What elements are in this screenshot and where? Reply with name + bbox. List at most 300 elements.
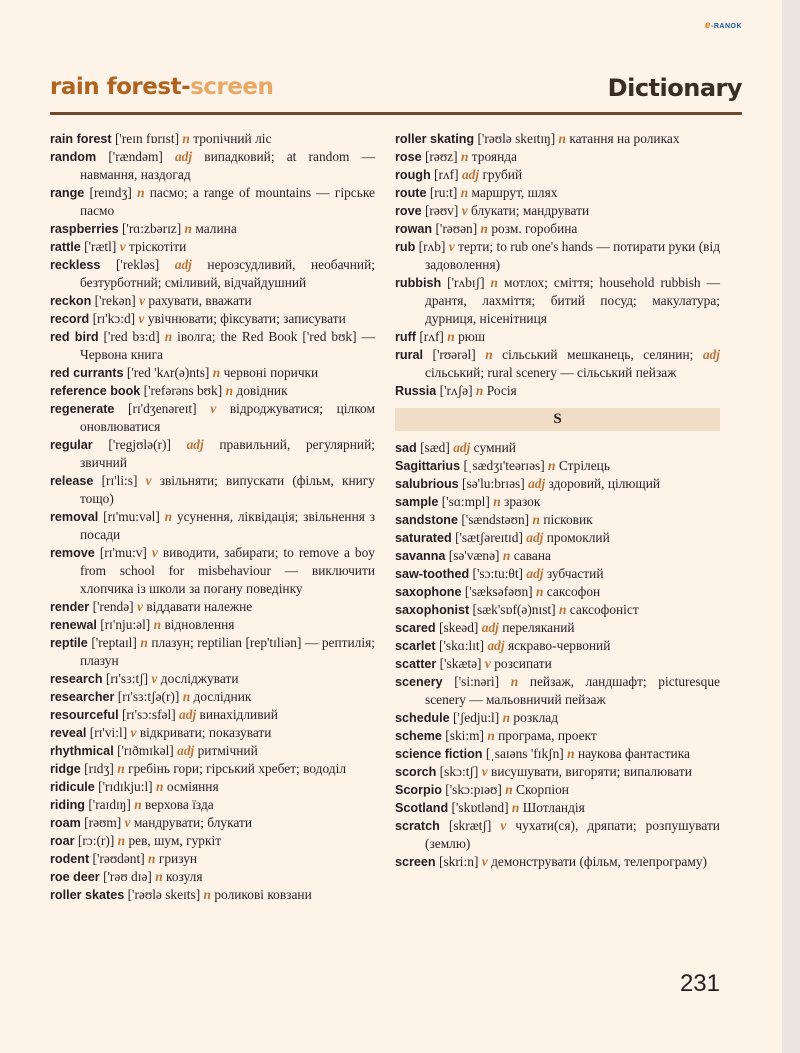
transcription: [rəʊz] bbox=[424, 149, 458, 164]
part-of-speech: n bbox=[137, 185, 145, 200]
headword: roller skating bbox=[395, 132, 475, 146]
dictionary-entry bbox=[50, 724, 375, 742]
part-of-speech: n bbox=[134, 797, 142, 812]
headword: rhythmical bbox=[50, 744, 114, 758]
part-of-speech: n bbox=[480, 221, 488, 236]
headword: Russia bbox=[395, 384, 437, 398]
headword: sad bbox=[395, 441, 417, 455]
part-of-speech: adj bbox=[702, 347, 720, 362]
part-of-speech: v bbox=[484, 656, 491, 671]
page-number: 231 bbox=[679, 970, 720, 997]
dictionary-entry bbox=[50, 850, 375, 868]
page-edge bbox=[782, 0, 800, 1053]
headword: saturated bbox=[395, 531, 452, 545]
headword: sample bbox=[395, 495, 439, 509]
dictionary-entry bbox=[50, 436, 375, 472]
dictionary-entry bbox=[50, 472, 375, 508]
dictionary-entry bbox=[395, 781, 720, 799]
transcription: ['reptaɪl] bbox=[91, 635, 137, 650]
dictionary-entry bbox=[395, 565, 720, 583]
dictionary-entry bbox=[395, 202, 720, 220]
r-entries bbox=[395, 130, 720, 400]
definition: нерозсудливий, необачний; безтурботний; сміливий, відчайдушний bbox=[80, 257, 375, 290]
transcription: [sæd] bbox=[420, 440, 450, 455]
headword: research bbox=[50, 672, 103, 686]
headword: route bbox=[395, 186, 427, 200]
headword: rose bbox=[395, 150, 422, 164]
headword: roar bbox=[50, 834, 75, 848]
transcription: [rʌb] bbox=[418, 239, 446, 254]
part-of-speech: n bbox=[164, 329, 173, 344]
dictionary-entry bbox=[395, 799, 720, 817]
headword: scheme bbox=[395, 729, 442, 743]
transcription: [rəʊm] bbox=[84, 815, 122, 830]
page-header bbox=[50, 68, 742, 112]
dictionary-entry bbox=[50, 706, 375, 724]
definition: саксофон bbox=[546, 584, 601, 599]
transcription: [sə'vænə] bbox=[448, 548, 500, 563]
dictionary-entry bbox=[50, 742, 375, 760]
transcription: [rɪ'sɜ:tʃ] bbox=[105, 671, 149, 686]
headword: rodent bbox=[50, 852, 90, 866]
headword: red bird bbox=[50, 330, 99, 344]
section-title: Dictionary bbox=[607, 74, 742, 102]
definition: висушувати, вигоряти; випалювати bbox=[491, 764, 692, 779]
part-of-speech: n bbox=[535, 584, 544, 599]
part-of-speech: adj bbox=[186, 437, 204, 452]
dictionary-entry bbox=[395, 601, 720, 619]
headword: rough bbox=[395, 168, 431, 182]
transcription: ['rɑ:zbərɪz] bbox=[121, 221, 182, 236]
part-of-speech: n bbox=[153, 617, 162, 632]
part-of-speech: v bbox=[151, 671, 158, 686]
definition: наукова фантастика bbox=[577, 746, 690, 761]
headword: scenery bbox=[395, 675, 443, 689]
part-of-speech: n bbox=[460, 149, 469, 164]
part-of-speech: n bbox=[558, 131, 566, 146]
definition: відновлення bbox=[164, 617, 235, 632]
definition: мандрувати; блукати bbox=[133, 815, 253, 830]
dictionary-entry bbox=[50, 544, 375, 598]
transcription: ['rəʊlə skeɪts] bbox=[127, 887, 201, 902]
headword: scared bbox=[395, 621, 436, 635]
part-of-speech: v bbox=[210, 401, 217, 416]
transcription: ['rəʊdənt] bbox=[92, 851, 145, 866]
headword: regular bbox=[50, 438, 93, 452]
part-of-speech: v bbox=[448, 239, 455, 254]
part-of-speech: n bbox=[490, 275, 498, 290]
part-of-speech: n bbox=[502, 548, 511, 563]
dictionary-entry bbox=[50, 148, 375, 184]
headword: ridge bbox=[50, 762, 81, 776]
part-of-speech: v bbox=[500, 818, 507, 833]
dictionary-entry bbox=[395, 673, 720, 709]
definition: сільський мешканець, селянин; bbox=[502, 347, 694, 362]
transcription: [ski:m] bbox=[445, 728, 484, 743]
definition: пейзаж, ландшафт; picturesque scenery — мальовничий пейзаж bbox=[425, 674, 721, 707]
entry-range-title bbox=[50, 74, 273, 100]
transcription: ['skætə] bbox=[439, 656, 482, 671]
part-of-speech: v bbox=[145, 473, 152, 488]
definition: тріскотіти bbox=[129, 239, 187, 254]
dictionary-entry bbox=[395, 853, 720, 871]
part-of-speech: n bbox=[182, 131, 190, 146]
transcription: [skri:n] bbox=[438, 854, 479, 869]
transcription: [rɪ'mu:vəl] bbox=[103, 509, 160, 524]
transcription: ['skɑ:lɪt] bbox=[438, 638, 485, 653]
transcription: ['red 'kʌr(ə)nts] bbox=[126, 365, 210, 380]
definition: гребінь гори; гірський хребет; вододіл bbox=[128, 761, 347, 776]
dictionary-entry bbox=[50, 508, 375, 544]
definition: відроджуватися; цілком оновлюватися bbox=[80, 401, 375, 434]
dictionary-entry bbox=[50, 400, 375, 436]
transcription: ['rɪdɪkju:l] bbox=[98, 779, 153, 794]
dictionary-entry bbox=[50, 598, 375, 616]
dictionary-entry bbox=[50, 220, 375, 238]
headword: ridicule bbox=[50, 780, 95, 794]
transcription: [ru:t] bbox=[429, 185, 458, 200]
part-of-speech: n bbox=[212, 365, 221, 380]
headword: ruff bbox=[395, 330, 416, 344]
dictionary-entry bbox=[50, 130, 375, 148]
headword: science fiction bbox=[395, 747, 483, 761]
transcription: [ˌsaɪəns 'fɪkʃn] bbox=[485, 746, 564, 761]
transcription: ['rekən] bbox=[94, 293, 136, 308]
dictionary-entry bbox=[50, 796, 375, 814]
dictionary-entry bbox=[395, 439, 720, 457]
headword: rowan bbox=[395, 222, 433, 236]
part-of-speech: adj bbox=[174, 257, 192, 272]
transcription: ['si:nəri] bbox=[454, 674, 500, 689]
headword: rain forest bbox=[50, 132, 112, 146]
transcription: [rʌf] bbox=[434, 167, 459, 182]
headword: rove bbox=[395, 204, 422, 218]
headword: rubbish bbox=[395, 276, 442, 290]
dictionary-entry bbox=[395, 184, 720, 202]
dictionary-entry bbox=[50, 688, 375, 706]
definition: усунення, ліквідація; звільнення з посади bbox=[80, 509, 375, 542]
dictionary-entry bbox=[395, 382, 720, 400]
dictionary-entry bbox=[50, 382, 375, 400]
dictionary-entry bbox=[395, 220, 720, 238]
part-of-speech: n bbox=[558, 602, 567, 617]
transcription: [rɪ'vi:l] bbox=[89, 725, 128, 740]
transcription: [skrætʃ] bbox=[448, 818, 492, 833]
part-of-speech: adj bbox=[179, 707, 197, 722]
headword: red currants bbox=[50, 366, 124, 380]
dictionary-entry bbox=[395, 547, 720, 565]
headword: regenerate bbox=[50, 402, 115, 416]
definition: розклад bbox=[513, 710, 559, 725]
definition: саксофоніст bbox=[569, 602, 639, 617]
transcription: ['rɪðmɪkəl] bbox=[117, 743, 174, 758]
definition: Шотландія bbox=[522, 800, 585, 815]
definition: дослідник bbox=[193, 689, 252, 704]
transcription: [reɪndʒ] bbox=[89, 185, 132, 200]
headword: scarlet bbox=[395, 639, 436, 653]
part-of-speech: n bbox=[203, 887, 211, 902]
definition: розм. горобина bbox=[491, 221, 578, 236]
definition: зубчастий bbox=[546, 566, 604, 581]
headword: rub bbox=[395, 240, 416, 254]
definition: терти; to rub one's hands — потирати руки (від задоволення) bbox=[425, 239, 721, 272]
transcription: ['rʊərəl] bbox=[432, 347, 476, 362]
definition: верхова їзда bbox=[145, 797, 214, 812]
definition: винахідливий bbox=[199, 707, 278, 722]
definition: ритмічний bbox=[197, 743, 258, 758]
definition: чухати(ся), дряпати; розпушувати (землю) bbox=[425, 818, 720, 851]
part-of-speech: v bbox=[481, 854, 488, 869]
headword: roam bbox=[50, 816, 81, 830]
definition: тропічний ліс bbox=[193, 131, 272, 146]
transcription: [rɪdʒ] bbox=[84, 761, 114, 776]
dictionary-entry bbox=[395, 328, 720, 346]
headword: scratch bbox=[395, 819, 440, 833]
part-of-speech: n bbox=[225, 383, 234, 398]
dictionary-entry bbox=[395, 346, 720, 382]
dictionary-entry bbox=[395, 763, 720, 781]
definition: сільський; rural scenery — сільський пейзаж bbox=[425, 365, 677, 380]
headword: riding bbox=[50, 798, 85, 812]
dictionary-entry bbox=[395, 493, 720, 511]
dictionary-entry bbox=[395, 457, 720, 475]
part-of-speech: v bbox=[481, 764, 488, 779]
header-rule bbox=[50, 112, 742, 115]
transcription: [ˌsædʒɪ'teərɪəs] bbox=[463, 458, 545, 473]
headword: reckon bbox=[50, 294, 92, 308]
definition: Росія bbox=[486, 383, 517, 398]
dictionary-entry bbox=[395, 727, 720, 745]
definition: звільняти; випускати (фільм, книгу тощо) bbox=[80, 473, 375, 506]
part-of-speech: n bbox=[485, 347, 493, 362]
part-of-speech: n bbox=[487, 728, 495, 743]
dictionary-entry bbox=[50, 310, 375, 328]
headword: removal bbox=[50, 510, 99, 524]
definition: переляканий bbox=[502, 620, 575, 635]
transcription: [sə'lu:brɪəs] bbox=[462, 476, 525, 491]
part-of-speech: n bbox=[460, 185, 469, 200]
part-of-speech: v bbox=[138, 311, 145, 326]
part-of-speech: n bbox=[140, 635, 148, 650]
headword: release bbox=[50, 474, 94, 488]
headword: screen bbox=[395, 855, 436, 869]
definition: червоні порички bbox=[223, 365, 319, 380]
part-of-speech: n bbox=[532, 512, 540, 527]
definition: пісковик bbox=[543, 512, 593, 527]
part-of-speech: adj bbox=[453, 440, 471, 455]
definition: яскраво-червоний bbox=[507, 638, 611, 653]
part-of-speech: adj bbox=[174, 149, 193, 164]
dictionary-entry bbox=[50, 670, 375, 688]
transcription: ['skɔ:pɪəʊ] bbox=[445, 782, 502, 797]
s-entries bbox=[395, 439, 720, 871]
headword: rural bbox=[395, 348, 423, 362]
definition: рев, шум, гуркіт bbox=[128, 833, 222, 848]
definition: малина bbox=[195, 221, 237, 236]
part-of-speech: adj bbox=[526, 530, 544, 545]
dictionary-entry bbox=[395, 583, 720, 601]
headword: Scotland bbox=[395, 801, 449, 815]
part-of-speech: v bbox=[139, 293, 146, 308]
transcription: [rɪ'mu:v] bbox=[99, 545, 147, 560]
headword: saxophone bbox=[395, 585, 462, 599]
transcription: ['skɒtlənd] bbox=[451, 800, 509, 815]
dictionary-entry bbox=[50, 364, 375, 382]
dictionary-entry bbox=[50, 778, 375, 796]
range-end: screen bbox=[190, 74, 274, 100]
definition: промоклий bbox=[546, 530, 610, 545]
transcription: [rɪ'sɜ:tʃə(r)] bbox=[117, 689, 180, 704]
part-of-speech: n bbox=[567, 746, 575, 761]
headword: resourceful bbox=[50, 708, 119, 722]
definition: демонструвати (фільм, телепрограму) bbox=[491, 854, 708, 869]
dictionary-entry bbox=[50, 634, 375, 670]
transcription: ['rəʊən] bbox=[435, 221, 478, 236]
part-of-speech: v bbox=[119, 239, 126, 254]
definition: виводити, забирати; to remove a boy from school for misbehaviour — виключити хлопчика із школи за погану поведінку bbox=[80, 545, 375, 596]
definition: мотлох; сміття; household rubbish — дрантя, лахміття; битий посуд; макулатура; дурниця, нісенітниця bbox=[425, 275, 720, 326]
transcription: [rɔ:(r)] bbox=[77, 833, 115, 848]
transcription: [rɪ'sɔ:sfəl] bbox=[121, 707, 176, 722]
part-of-speech: n bbox=[182, 689, 191, 704]
headword: reckless bbox=[50, 258, 101, 272]
transcription: ['rendə] bbox=[92, 599, 134, 614]
headword: scorch bbox=[395, 765, 437, 779]
headword: salubrious bbox=[395, 477, 459, 491]
headword: sandstone bbox=[395, 513, 458, 527]
transcription: ['rʌʃə] bbox=[439, 383, 473, 398]
definition: програма, проект bbox=[498, 728, 597, 743]
dictionary-entry bbox=[395, 166, 720, 184]
part-of-speech: n bbox=[475, 383, 484, 398]
definition: рюш bbox=[458, 329, 486, 344]
transcription: ['rəʊ dɪə] bbox=[103, 869, 152, 884]
part-of-speech: adj bbox=[461, 167, 480, 182]
headword: roller skates bbox=[50, 888, 125, 902]
publisher-logo: e-RANOK bbox=[704, 20, 742, 31]
dictionary-entry bbox=[395, 148, 720, 166]
dictionary-entry bbox=[50, 328, 375, 364]
transcription: ['sæksəfəʊn] bbox=[464, 584, 533, 599]
definition: Скорпіон bbox=[516, 782, 569, 797]
transcription: ['red bɜ:d] bbox=[103, 329, 160, 344]
dictionary-entry bbox=[50, 832, 375, 850]
headword: renewal bbox=[50, 618, 97, 632]
transcription: [rɪ'nju:əl] bbox=[100, 617, 151, 632]
part-of-speech: n bbox=[117, 833, 126, 848]
part-of-speech: n bbox=[505, 782, 513, 797]
part-of-speech: n bbox=[511, 800, 520, 815]
dictionary-entry bbox=[50, 760, 375, 778]
definition: розсипати bbox=[494, 656, 552, 671]
part-of-speech: v bbox=[137, 599, 143, 614]
transcription: ['sætʃəreɪtɪd] bbox=[455, 530, 523, 545]
definition: увічнювати; фіксувати; записувати bbox=[147, 311, 346, 326]
definition: осміяння bbox=[166, 779, 219, 794]
definition: троянда bbox=[471, 149, 517, 164]
transcription: ['sɑ:mpl] bbox=[441, 494, 490, 509]
part-of-speech: n bbox=[548, 458, 556, 473]
headword: schedule bbox=[395, 711, 450, 725]
part-of-speech: v bbox=[151, 545, 158, 560]
transcription: ['rʌbɪʃ] bbox=[447, 275, 485, 290]
headword: saxophonist bbox=[395, 603, 470, 617]
transcription: ['rəʊlə skeɪtɪŋ] bbox=[477, 131, 556, 146]
part-of-speech: v bbox=[124, 815, 131, 830]
part-of-speech: adj bbox=[526, 566, 544, 581]
definition: плазун; reptilian [rep'tɪliən] — рептилія; плазун bbox=[80, 635, 375, 668]
definition: гризун bbox=[158, 851, 198, 866]
dictionary-entry bbox=[50, 868, 375, 886]
headword: remove bbox=[50, 546, 95, 560]
dictionary-entry bbox=[395, 475, 720, 493]
dictionary-entry bbox=[395, 130, 720, 148]
transcription: ['rekləs] bbox=[115, 257, 160, 272]
range-start: rain forest- bbox=[50, 74, 191, 100]
transcription: ['refərəns bʊk] bbox=[143, 383, 223, 398]
definition: рахувати, вважати bbox=[148, 293, 252, 308]
definition: маршрут, шлях bbox=[471, 185, 558, 200]
definition: досліджувати bbox=[160, 671, 239, 686]
part-of-speech: n bbox=[156, 779, 164, 794]
dictionary-entry bbox=[395, 709, 720, 727]
transcription: [rəʊv] bbox=[424, 203, 459, 218]
definition: пасмо; a range of mountains — гірське пасмо bbox=[80, 185, 375, 218]
transcription: ['raɪdɪŋ] bbox=[88, 797, 131, 812]
dictionary-entry bbox=[50, 616, 375, 634]
part-of-speech: n bbox=[510, 674, 519, 689]
part-of-speech: v bbox=[130, 725, 137, 740]
transcription: ['regjʊlə(r)] bbox=[108, 437, 171, 452]
headword: reveal bbox=[50, 726, 87, 740]
part-of-speech: n bbox=[184, 221, 192, 236]
transcription: [skɔ:tʃ] bbox=[439, 764, 479, 779]
headword: reference book bbox=[50, 384, 141, 398]
headword: raspberries bbox=[50, 222, 119, 236]
left-column bbox=[50, 130, 375, 904]
transcription: ['sændstəʊn] bbox=[461, 512, 530, 527]
part-of-speech: adj bbox=[177, 743, 195, 758]
headword: rattle bbox=[50, 240, 81, 254]
dictionary-entry bbox=[395, 274, 720, 328]
transcription: [rɪ'dʒenəreɪt] bbox=[128, 401, 197, 416]
definition: випадковий; at random — навмання, наздогад bbox=[80, 149, 375, 182]
transcription: [rɪ'li:s] bbox=[101, 473, 138, 488]
definition: сумний bbox=[473, 440, 516, 455]
headword: roe deer bbox=[50, 870, 100, 884]
transcription: ['sɔ:tu:θt] bbox=[472, 566, 524, 581]
transcription: ['rætl] bbox=[84, 239, 117, 254]
right-column bbox=[395, 130, 720, 871]
headword: Scorpio bbox=[395, 783, 442, 797]
headword: record bbox=[50, 312, 90, 326]
headword: reptile bbox=[50, 636, 88, 650]
part-of-speech: adj bbox=[528, 476, 546, 491]
dictionary-entry bbox=[395, 529, 720, 547]
transcription: [rʌf] bbox=[419, 329, 444, 344]
headword: scatter bbox=[395, 657, 437, 671]
headword: savanna bbox=[395, 549, 446, 563]
part-of-speech: n bbox=[502, 710, 511, 725]
transcription: [rɪ'kɔ:d] bbox=[92, 311, 136, 326]
dictionary-entry bbox=[50, 886, 375, 904]
part-of-speech: n bbox=[148, 851, 156, 866]
definition: здоровий, цілющий bbox=[548, 476, 661, 491]
headword: range bbox=[50, 186, 85, 200]
transcription: [skeəd] bbox=[438, 620, 479, 635]
definition: віддавати належне bbox=[146, 599, 253, 614]
part-of-speech: adj bbox=[487, 638, 505, 653]
